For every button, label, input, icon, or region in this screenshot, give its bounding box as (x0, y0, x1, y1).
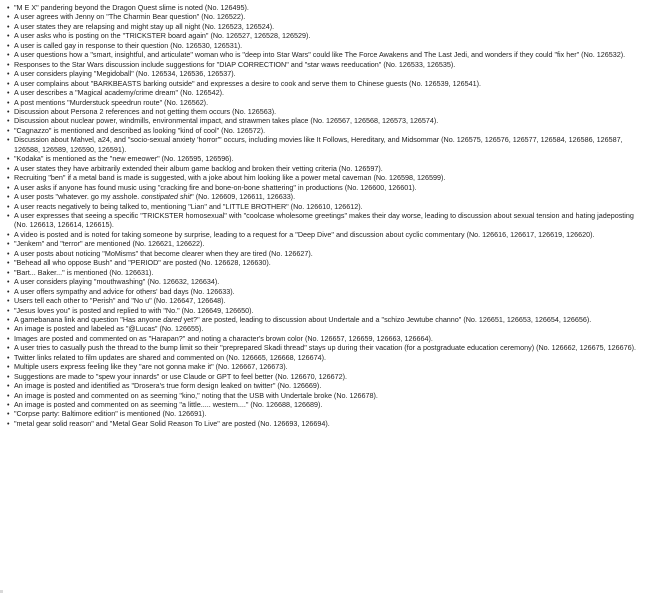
summary-item (6, 334, 640, 343)
summary-item-text: A user agrees with Jenny on "The Charmin Bear question" (No. 126522). (14, 12, 246, 22)
summary-item (6, 116, 640, 125)
summary-item-text: A user complains about "BARKBEASTS barking outside" and expresses a desire to cook and serve them to Chinese guests (No. 126539, 126541). (14, 78, 481, 88)
bullet-marker: • (7, 69, 10, 79)
summary-item (6, 230, 640, 239)
bullet-marker: • (7, 182, 10, 192)
summary-item-text: Discussion about Persona 2 references and not getting them occurs (No. 126563). (14, 106, 277, 116)
summary-item-text: yet?" are posted, leading to discussion about Undertale and a "schizo Jewtube channo" (No. 126651, 126653, 126654, 126656). (181, 314, 592, 324)
bullet-marker: • (7, 88, 10, 98)
bullet-marker: • (7, 409, 10, 419)
summary-item (6, 211, 640, 230)
bullet-marker: • (7, 3, 10, 12)
bullet-marker: • (7, 352, 10, 362)
bullet-marker: • (7, 248, 10, 258)
summary-item (6, 3, 640, 12)
summary-item-text: A user expresses that seeing a specific "TRICKSTER homosexual" with "coolcase wholesome greetings" makes their day worse, leading to discussion about sexual tension and hating jadeposting (No. 126613, 126614, 126615). (14, 210, 634, 230)
summary-item (6, 324, 640, 333)
bullet-marker: • (7, 192, 10, 202)
bullet-marker: • (7, 31, 10, 41)
summary-item (6, 135, 640, 154)
summary-item (6, 343, 640, 352)
bullet-marker: • (7, 314, 10, 324)
bullet-marker: • (7, 343, 10, 353)
summary-item-text: An image is posted and commented on as seeming "kino," noting that the USB with Undertale broke (No. 126678). (14, 390, 378, 400)
summary-item (6, 183, 640, 192)
summary-item-text: Discussion about Mahvel, a24, and "socio-sexual anxiety 'horror'" occurs, including movies like It Follows, Hereditary, and Midsommar (No. 126575, 126576, 126577, 126584, 126586, 126587, 126588, 126589, 126590, 126591). (14, 135, 623, 154)
bullet-marker: • (7, 78, 10, 88)
summary-item-text: "Corpse party: Baltimore edition" is mentioned (No. 126691). (14, 409, 207, 419)
summary-item (6, 126, 640, 135)
summary-item-text: "Bart... Baker..." is mentioned (No. 126631). (14, 267, 154, 277)
summary-item (6, 353, 640, 362)
bullet-marker: • (7, 239, 10, 249)
summary-item-text: An image is posted and labeled as "@Lucas" (No. 126655). (14, 324, 204, 334)
summary-item-text: A user describes a "Magical academy/crime dream" (No. 126542). (14, 88, 225, 98)
bullet-marker: • (7, 286, 10, 296)
summary-item (6, 173, 640, 182)
summary-item (6, 79, 640, 88)
summary-item-text: Discussion about nuclear power, windmills, environmental impact, and strawmen takes place (No. 126567, 126568, 126573, 126574). (14, 116, 439, 126)
summary-item (6, 50, 640, 59)
bullet-marker: • (7, 201, 10, 211)
summary-item-text: A video is posted and is noted for taking someone by surprise, leading to a request for a "Deep Dive" and discussion about cyclic commentary (No. 126616, 126617, 126619, 126620). (14, 229, 595, 239)
bullet-marker: • (7, 154, 10, 164)
summary-item-text: Recruiting "ben" if a metal band is made is suggested, with a joke about him looking like a power metal caveman (No. 126598, 126599). (14, 173, 446, 183)
summary-item-text: A user asks if anyone has found music using "cracking fire and bone-on-bone shattering" in productions (No. 126600, 126601). (14, 182, 417, 192)
bullet-marker: • (7, 362, 10, 372)
bullet-marker: • (7, 116, 10, 126)
bullet-marker: • (7, 50, 10, 60)
summary-item-text: A user states they are relapsing and might stay up all night (No. 126523, 126524). (14, 21, 275, 31)
summary-item-emphasis: dared (163, 314, 182, 324)
bullet-marker: • (7, 40, 10, 50)
summary-item-text: Responses to the Star Wars discussion include suggestions for "DIAP CORRECTION" and "star waws reeducation" (No. 126533, 126535). (14, 59, 456, 69)
summary-item (6, 268, 640, 277)
bullet-marker: • (7, 390, 10, 400)
summary-item-text: A user considers playing "mouthwashing" (No. 126632, 126634). (14, 277, 220, 287)
summary-item (6, 41, 640, 50)
summary-item (6, 315, 640, 324)
bullet-marker: • (7, 296, 10, 306)
summary-item-text: An image is posted and commented on as seeming "a little..... western...." (No. 126688, 126689). (14, 400, 323, 410)
summary-item-text: A user offers sympathy and advice for others' bad days (No. 126633). (14, 286, 235, 296)
summary-item (6, 258, 640, 267)
bullet-marker: • (7, 173, 10, 183)
bullet-marker: • (7, 333, 10, 343)
summary-item-text: "metal gear solid reason" and "Metal Gear Solid Reason To Live" are posted (No. 126693, 126694). (14, 418, 330, 428)
bullet-marker: • (7, 258, 10, 268)
summary-item-text: Suggestions are made to "spew your innards" or use Claude or GPT to feel better (No. 126670, 126672). (14, 371, 347, 381)
summary-item-text: A user posts about noticing "MoMisms" that become clearer when they are tired (No. 126627). (14, 248, 313, 258)
summary-item-text: "Jenkem" and "terror" are mentioned (No. 126621, 126622). (14, 239, 205, 249)
bullet-marker: • (7, 277, 10, 287)
summary-item (6, 164, 640, 173)
summary-item-text: "Behead all who oppose Bush" and "PERIOD" are posted (No. 126628, 126630). (14, 258, 271, 268)
summary-item-text: A gamebanana link and question "Has anyone (14, 314, 164, 324)
summary-item-text: A user asks who is posting on the "TRICKSTER board again" (No. 126527, 126528, 126529). (14, 31, 311, 41)
summary-item (6, 22, 640, 31)
summary-item-text: A user states they have arbitrarily extended their album game backlog and broken their vetting criteria (No. 126597). (14, 163, 383, 173)
summary-item (6, 362, 640, 371)
bullet-marker: • (7, 418, 10, 428)
bullet-marker: • (7, 135, 10, 145)
summary-item-text: A post mentions "Murderstuck speedrun route" (No. 126562). (14, 97, 209, 107)
summary-item (6, 239, 640, 248)
summary-item-text: A user tries to casually push the thread to the bump limit so their "preprepared Skadi thread" stays up during their vacation (for a postgraduate education ceremony) (No. 126662, 126675, 126676). (14, 343, 636, 353)
bullet-marker: • (7, 267, 10, 277)
summary-item (6, 372, 640, 381)
summary-item (6, 98, 640, 107)
summary-item (6, 296, 640, 305)
bullet-marker: • (7, 305, 10, 315)
summary-item (6, 287, 640, 296)
summary-item (6, 400, 640, 409)
bullet-marker: • (7, 12, 10, 22)
summary-item (6, 202, 640, 211)
bullet-marker: • (7, 21, 10, 31)
summary-item-text: "Jesus loves you" is posted and replied to with "No." (No. 126649, 126650). (14, 305, 254, 315)
bullet-marker: • (7, 106, 10, 116)
summary-item-text: "M E X" pandering beyond the Dragon Quest slime is noted (No. 126495). (14, 3, 249, 12)
summary-item-text: An image is posted and identified as "Drosera's true form design leaked on twitter" (No. 126669). (14, 381, 322, 391)
summary-item (6, 277, 640, 286)
summary-item (6, 154, 640, 163)
summary-item (6, 409, 640, 418)
bullet-marker: • (7, 324, 10, 334)
summary-item (6, 391, 640, 400)
summary-item-text: A user considers playing "Megidoball" (No. 126534, 126536, 126537). (14, 69, 236, 79)
summary-item (6, 419, 640, 428)
summary-item-text: A user reacts negatively to being talked to, mentioning "Lian" and "LITTLE BROTHER" (No. 126610, 126612). (14, 201, 363, 211)
bullet-marker: • (7, 371, 10, 381)
summary-item-text: A user questions how a "smart, insightful, and articulate" woman who is "deep into Star Wars" could like The Force Awakens and The Last Jedi, and wonders if they could "fix her" (No. 126532). (14, 50, 626, 60)
summary-item (6, 88, 640, 97)
bullet-marker: • (7, 163, 10, 173)
summary-item-text: A user is called gay in response to their question (No. 126530, 126531). (14, 40, 243, 50)
summary-item (6, 381, 640, 390)
summary-item (6, 306, 640, 315)
bullet-marker: • (7, 400, 10, 410)
summary-item (6, 107, 640, 116)
bullet-marker: • (7, 59, 10, 69)
summary-list (6, 3, 640, 428)
bullet-marker: • (7, 210, 10, 220)
summary-item (6, 69, 640, 78)
bullet-marker: • (7, 381, 10, 391)
summary-item-emphasis: constipated shit (141, 192, 192, 202)
summary-item-text: Users tell each other to "Perish" and "No u" (No. 126647, 126648). (14, 296, 226, 306)
bullet-marker: • (7, 97, 10, 107)
summary-item-text: A user posts "whatever. go my asshole. (14, 192, 142, 202)
summary-item (6, 31, 640, 40)
summary-item (6, 60, 640, 69)
summary-item-text: "Kodaka" is mentioned as the "new emeower" (No. 126595, 126596). (14, 154, 234, 164)
summary-item (6, 12, 640, 21)
summary-item-text: "Cagnazzo" is mentioned and described as looking "kind of cool" (No. 126572). (14, 125, 266, 135)
summary-item-text: " (No. 126609, 126611, 126633). (191, 192, 296, 202)
summary-item-text: Twitter links related to film updates are shared and commented on (No. 126665, 126668, 126674). (14, 352, 327, 362)
bullet-marker: • (7, 125, 10, 135)
summary-item (6, 192, 640, 201)
summary-item-text: Images are posted and commented on as "Harapan?" and noting a character's brown color (No. 126657, 126659, 126663, 126664). (14, 333, 433, 343)
bullet-marker: • (7, 229, 10, 239)
summary-item-text: Multiple users express feeling like they "are not gonna make it" (No. 126667, 126673). (14, 362, 288, 372)
summary-item (6, 249, 640, 258)
